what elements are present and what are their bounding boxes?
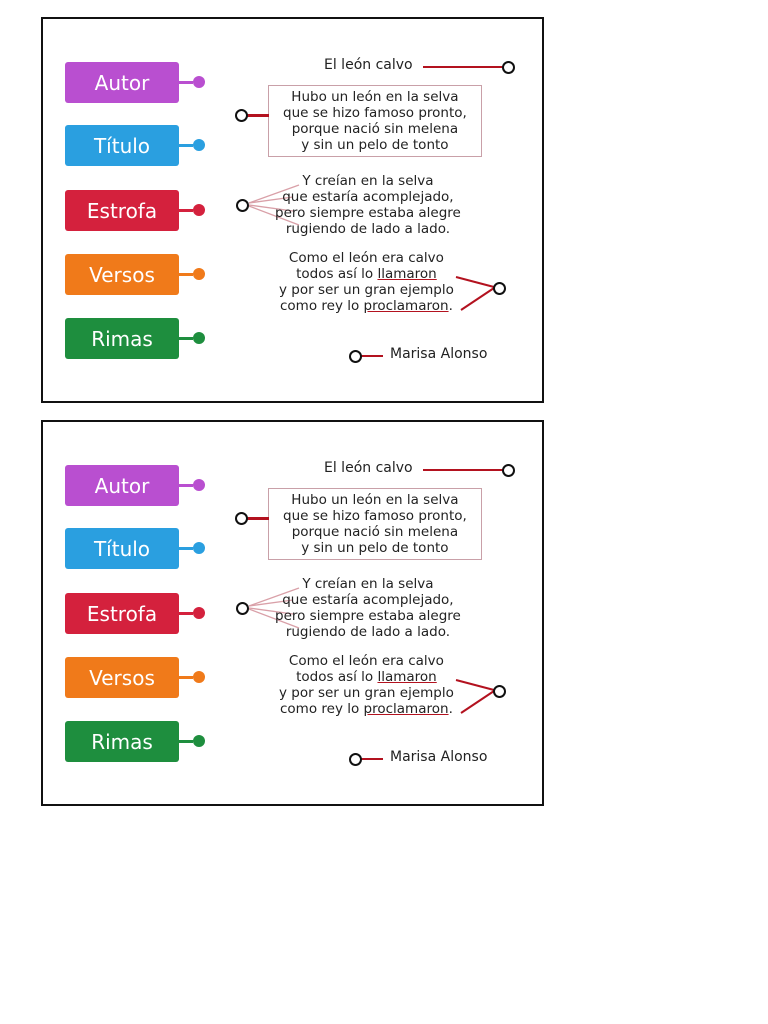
verse-line: como rey lo proclamaron. — [280, 701, 453, 717]
label-connector-dot — [193, 735, 205, 747]
stanza-pointer-ring — [235, 512, 248, 525]
label-estrofa: Estrofa — [65, 593, 179, 634]
label-titulo: Título — [65, 528, 179, 569]
poem-author: Marisa Alonso — [390, 346, 488, 362]
diagram-panel — [41, 420, 544, 806]
verse-line: Como el león era calvo — [288, 653, 444, 669]
verse-line: todos así lo llamaron — [296, 266, 437, 282]
stanza-1 — [268, 488, 482, 560]
author-pointer-ring — [349, 753, 362, 766]
label-titulo: Título — [65, 125, 179, 166]
verse-line: que se hizo famoso pronto, — [283, 508, 467, 524]
label-connector-dot — [193, 139, 205, 151]
poem-title: El león calvo — [324, 57, 413, 73]
verse-line: Como el león era calvo — [288, 250, 444, 266]
stanza-pointer-line — [247, 114, 269, 117]
stanza-3 — [279, 250, 454, 314]
label-connector-dot — [193, 607, 205, 619]
label-connector — [179, 740, 193, 743]
verse-line: rugiendo de lado a lado. — [285, 624, 451, 640]
rhymes-pointer-ring — [493, 685, 506, 698]
label-connector — [179, 337, 193, 340]
verse-line: como rey lo proclamaron. — [280, 298, 453, 314]
label-versos: Versos — [65, 657, 179, 698]
poem-title: El león calvo — [324, 460, 413, 476]
label-connector-dot — [193, 76, 205, 88]
verse-line: y por ser un gran ejemplo — [279, 282, 454, 298]
stanza-pointer-ring — [235, 109, 248, 122]
label-connector — [179, 273, 193, 276]
label-connector-dot — [193, 542, 205, 554]
verse-line: Hubo un león en la selva — [291, 492, 459, 508]
verse-line: que estaría acomplejado, — [282, 189, 454, 205]
title-pointer-line — [423, 66, 503, 68]
verse-line: Hubo un león en la selva — [291, 89, 459, 105]
stanza-pointer-line — [247, 517, 269, 520]
label-autor: Autor — [65, 465, 179, 506]
label-connector — [179, 81, 193, 84]
stanza-3 — [279, 653, 454, 717]
poem-author: Marisa Alonso — [390, 749, 488, 765]
verse-line: pero siempre estaba alegre — [275, 608, 461, 624]
verse-line: Y creían en la selva — [302, 576, 434, 592]
label-connector — [179, 612, 193, 615]
label-connector — [179, 144, 193, 147]
stanza-2 — [275, 173, 461, 237]
title-pointer-line — [423, 469, 503, 471]
label-connector-dot — [193, 671, 205, 683]
rhyme-pointer-line — [461, 288, 494, 310]
label-connector-dot — [193, 332, 205, 344]
label-connector — [179, 484, 193, 487]
verse-line: porque nació sin melena — [291, 524, 459, 540]
diagram-panel — [41, 17, 544, 403]
author-pointer-line — [361, 355, 383, 357]
rhyme-pointer-line — [456, 277, 494, 287]
label-connector — [179, 547, 193, 550]
label-connector — [179, 209, 193, 212]
rhymes-pointer-ring — [493, 282, 506, 295]
verse-line: que se hizo famoso pronto, — [283, 105, 467, 121]
rhyme-pointer-line — [461, 691, 494, 713]
verse-line: y sin un pelo de tonto — [301, 137, 449, 153]
title-pointer-ring — [502, 61, 515, 74]
verse-line: todos así lo llamaron — [296, 669, 437, 685]
label-autor: Autor — [65, 62, 179, 103]
label-connector-dot — [193, 204, 205, 216]
author-pointer-ring — [349, 350, 362, 363]
stanza-2 — [275, 576, 461, 640]
verse-line: rugiendo de lado a lado. — [285, 221, 451, 237]
verse-line: Y creían en la selva — [302, 173, 434, 189]
label-connector-dot — [193, 479, 205, 491]
label-rimas: Rimas — [65, 721, 179, 762]
label-rimas: Rimas — [65, 318, 179, 359]
verse-line: porque nació sin melena — [291, 121, 459, 137]
label-estrofa: Estrofa — [65, 190, 179, 231]
verses-pointer-ring — [236, 199, 249, 212]
verses-pointer-ring — [236, 602, 249, 615]
title-pointer-ring — [502, 464, 515, 477]
label-connector-dot — [193, 268, 205, 280]
verse-line: y por ser un gran ejemplo — [279, 685, 454, 701]
verse-line: y sin un pelo de tonto — [301, 540, 449, 556]
label-versos: Versos — [65, 254, 179, 295]
verse-line: pero siempre estaba alegre — [275, 205, 461, 221]
stanza-1 — [268, 85, 482, 157]
author-pointer-line — [361, 758, 383, 760]
label-connector — [179, 676, 193, 679]
rhyme-pointer-line — [456, 680, 494, 690]
verse-line: que estaría acomplejado, — [282, 592, 454, 608]
